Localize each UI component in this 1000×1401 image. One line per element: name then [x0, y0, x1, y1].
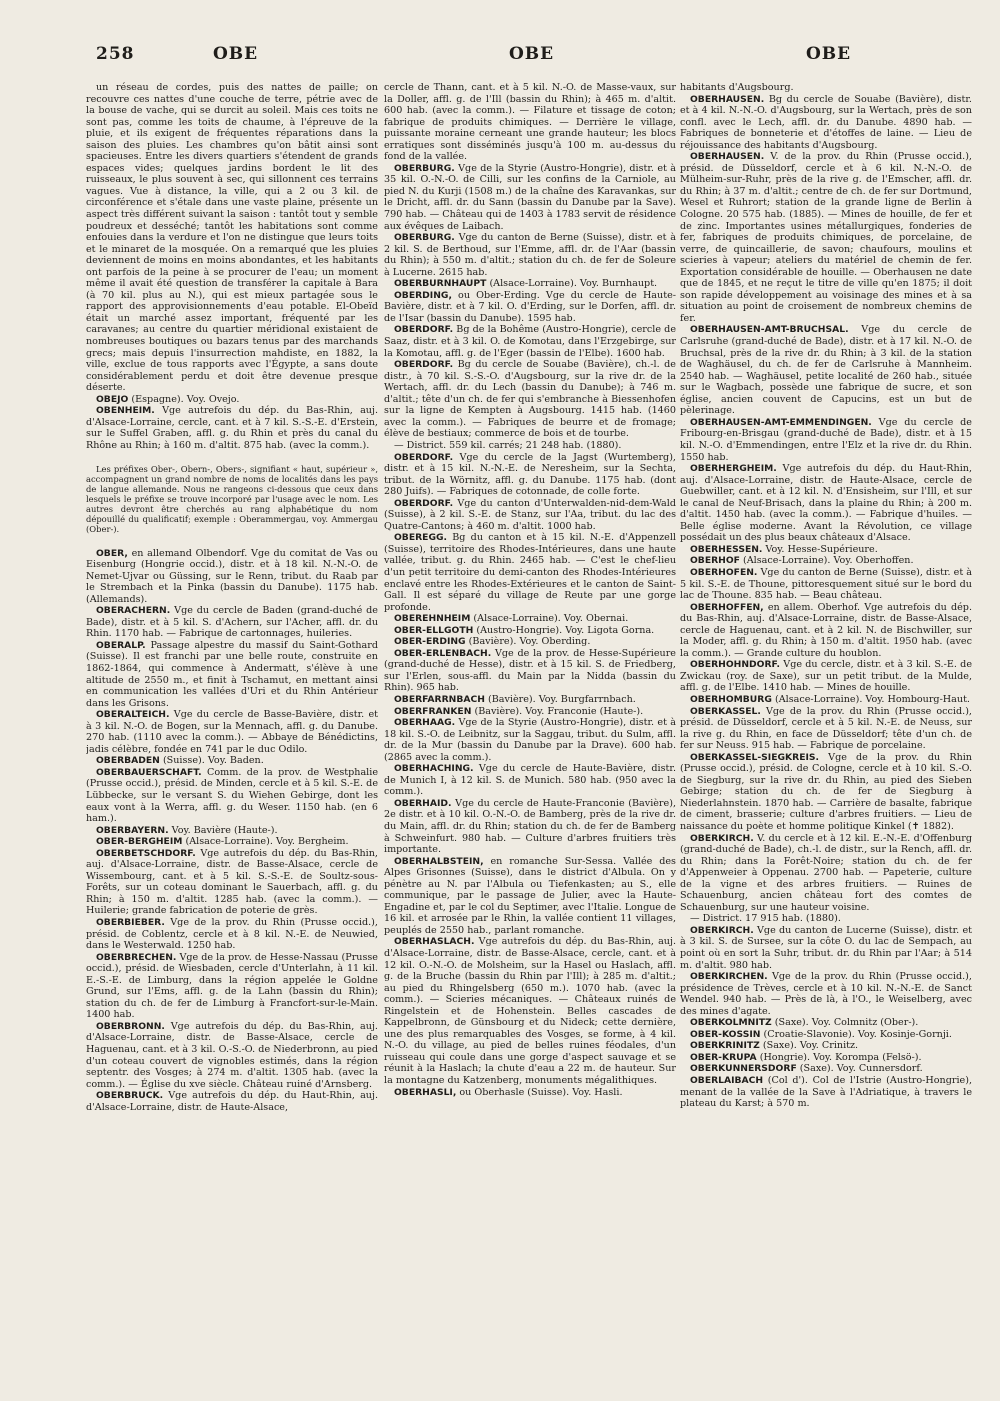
entry-text: Bg de la Bohême (Austro-Hongrie), cercle de Saaz, distr. et à 3 kil. O. de Komotau, dans l'Erzgebirge, sur la Komotau, affl. g. de l'Eger (bassin de l'Elbe). 1600 hab. [384, 324, 676, 359]
dictionary-entry [384, 936, 676, 1086]
entry-headword: OBERBRECHEN. [96, 951, 177, 963]
entry-text: (Alsace-Lorraine). Voy. Oberhoffen. [743, 555, 914, 567]
entry-text: Vge du cercle, distr. et à 3 kil. S.-E. de Zwickau (roy. de Saxe), sur un petit tribut. de la Mulde, affl. g. de l'Elbe. 1410 hab. — Mines de houille. [680, 659, 972, 694]
entry-headword: OBER-KRUPA [690, 1051, 757, 1063]
dictionary-entry [384, 278, 676, 290]
entry-headword: OBERDING, [394, 289, 452, 301]
entry-text: Bg du cercle de Souabe (Bavière), ch.-l. de distr., à 70 kil. S.-S.-O. d'Augsbourg, sur la rive dr. de la Wertach, affl. dr. du Lech (bassin du Danube); à 746 m. d'altit.; tête d'un ch. de fer qui s'embranche à Biessenhofen sur la ligne de Kempten à Augsbourg. 1415 hab. (1460 avec la comm.). — Fabriques de beurre et de fromage; élève de bestiaux; commerce de bois et de tourbe. [384, 359, 676, 440]
dictionary-entry [86, 548, 378, 606]
entry-headword: OBEJO [96, 393, 129, 405]
entry-headword: OBERHACHING. [394, 763, 474, 775]
entry-text: cercle de Thann, cant. et à 5 kil. N.-O. de Masse-vaux, sur la Doller, affl. g. de l'Ill (bassin du Rhin); à 465 m. d'altit. 600 hab. (avec la comm.). — Filature et tissage de coton; fabrique de produits chimiques. — Derrière le village, puissante moraine cerneant une grande hauteur; les blocs erratiques sont disséminés jusqu'à 100 m. au-dessus du fond de la vallée. [384, 82, 676, 163]
entry-headword: OBERHAUSEN. [690, 151, 765, 163]
dictionary-entry [384, 452, 676, 498]
dictionary-entry [680, 1017, 972, 1029]
dictionary-entry [86, 767, 378, 825]
dictionary-entry [680, 567, 972, 602]
dictionary-entry [384, 232, 676, 278]
entry-text: (Suisse). Voy. Baden. [162, 755, 264, 767]
entry-text: Voy. Hesse-Supérieure. [765, 543, 878, 555]
entry-headword: OBERHOF [690, 555, 740, 567]
dictionary-entry [86, 917, 378, 952]
entry-headword: OBERALP. [96, 639, 146, 651]
entry-headword: OBERHOMBURG [690, 693, 772, 705]
dictionary-entry [86, 755, 378, 767]
dictionary-entry [86, 1021, 378, 1090]
running-head-center: OBE [509, 44, 555, 64]
dictionary-entry [680, 1029, 972, 1041]
entry-text: Vge autrefois du dép. du Bas-Rhin, auj. d'Alsace-Lorraine, distr. de Basse-Alsace, cercle, cant. et à 12 kil. O.-N.-O. de Molsheim, sur la Hasel ou Haslach, affl. g. de la Bruche (bassin du Rhin par l'Ill); à 285 m. d'altit.; au pied du Rhingelsberg (650 m.). 1070 hab. (avec la comm.). — Scieries mécaniques. — Châteaux ruinés de Ringelstein et de Hohenstein. Belles cascades de Kappelbronn, de Günsbourg et du Nideck; cette dernière, une des plus remarquables des Vosges, se forme, à 4 kil. N.-O. du village, au pied de belles ruines féodales, d'un ruisseau qui coule dans une gorge d'aspect sauvage et se réunit à la Haslach; la chute d'eau a 22 m. de hauteur. Sur la montagne du Katzenberg, monuments mégalithiques. [384, 936, 676, 1087]
entry-text: Voy. Bavière (Haute-). [171, 824, 278, 836]
entry-headword: OBERBURNHAUPT [394, 278, 487, 290]
entry-headword: OBER-ERDING [394, 636, 466, 648]
entry-headword: OBERDORF. [394, 359, 454, 371]
dictionary-entry [384, 324, 676, 359]
entry-headword: OBER-ERLENBACH. [394, 647, 492, 659]
dictionary-entry [86, 848, 378, 917]
entry-text: Vge du cercle de Carlsruhe (grand-duché de Bade), distr. et à 17 kil. N.-O. de Bruchsal, près de la rive dr. du Rhin; à 3 kil. de la station de Waghäusel, du ch. de fer de Carlsruhe à Mannheim. 2540 hab. — Waghäusel, petite localité de 260 hab., située sur le Wagbach, possède une fabrique de sucre, et son église, ancien couvent de Capucins, est un but de pèlerinage. [680, 324, 972, 417]
entry-text: Vge de la Styrie (Austro-Hongrie), distr. et à 18 kil. S.-O. de Leibnitz, sur la Saggau, tribut. du Sulm, affl. dr. de la Mur (bassin du Danube par la Drave). 600 hab. (2865 avec la comm.). [384, 717, 676, 763]
dictionary-entry [384, 498, 676, 533]
dictionary-entry [680, 971, 972, 1017]
entry-text: Vge du canton de Lucerne (Suisse), distr. et à 3 kil. S. de Sursee, sur la côte O. du lac de Sempach, au point où en sort la Suhr, tribut. dr. du Rhin par l'Aar; à 514 m. d'altit. 980 hab. [680, 924, 972, 971]
entry-headword: OBER-BERGHEIM [96, 836, 183, 848]
entry-headword: OBERHESSEN. [690, 543, 763, 555]
entry-text: Passage alpestre du massif du Saint-Gothard (Suisse). Il est franchi par une belle route, construite en 1862-1864, qui commence à Andermatt, s'élève à une altitude de 2550 m., et finit à Tschamut, en mettant ainsi en communication les vallées d'Uri et du Rhin Antérieur dans les Grisons. [86, 639, 378, 709]
entry-headword: OBERDORF. [394, 324, 454, 336]
dictionary-entry [680, 833, 972, 914]
entry-text: Vge de la prov. du Rhin (Prusse occid.), présidence de Trèves, cercle et à 10 kil. N.-N.-E. de Sanct Wendel. 940 hab. — Près de là, à l'O., le Weiselberg, avec des mines d'agate. [680, 971, 972, 1017]
entry-text: Vge du cercle de la Jagst (Wurtemberg), distr. et à 15 kil. N.-N.-E. de Neresheim, sur la Sechta, tribut. de la Wörnitz, affl. g. du Danube. 1175 hab. (dont 280 Juifs). — Fabriques de cotonnade, de colle forte. [384, 451, 676, 498]
entry-headword: OBERKOLMNITZ [690, 1017, 772, 1029]
dictionary-entry [680, 659, 972, 694]
entry-text: Vge de la prov. du Rhin (Prusse occid.), présid. de Cologne, cercle et à 10 kil. S.-O. de Siegburg, sur la rive dr. du Rhin, au pied des Sieben Gebirge; station du ch. de fer de Siegburg à Niederlahnstein. 1870 hab. — Carrière de basalte, fabrique de ciment, brasserie; culture d'arbres fruitiers. — Lieu de naissance du poète et homme politique Kinkel (✝ 1882). [680, 751, 972, 832]
entry-text: V. de la prov. du Rhin (Prusse occid.), présid. de Düsseldorf, cercle et à 6 kil. N.-N.-O. de Mülheim-sur-Ruhr, près de la rive g. de l'Emscher, affl. dr. du Rhin; à 37 m. d'altit.; centre de ch. de fer sur Dortmund, Wesel et Ruhrort; station de la grande ligne de Berlin à Cologne. 20 575 hab. (1885). — Mines de houille, de fer et de zinc. Importantes usines métallurgiques, fonderies de fer, fabriques de produits chimiques, de porcelaine, de verre, de quincaillerie, de savon; chaufours, moulins et scieries à vapeur; ateliers du matériel de chemin de fer. Exportation considérable de houille. — Oberhausen ne date que de 1845, et ne reçut le titre de ville qu'en 1875; il doit son rapide développement au voisinage des mines et à sa situation au point de croisement de nombreux chemins de fer. [680, 151, 972, 324]
dictionary-entry [680, 555, 972, 567]
entry-headword: OBERHAAG. [394, 717, 456, 729]
entry-headword: OBERHOFEN. [690, 566, 758, 578]
entry-headword: OBERHOHNDORF. [690, 659, 780, 671]
column-right [680, 82, 972, 1382]
entry-headword: OBERKIRCH. [690, 924, 754, 936]
dictionary-entry [384, 163, 676, 232]
dictionary-entry [86, 836, 378, 848]
entry-text: (Austro-Hongrie). Voy. Ligota Gorna. [476, 624, 655, 636]
dictionary-entry [680, 706, 972, 752]
entry-headword: OBERKASSEL-SIEGKREIS. [690, 751, 820, 763]
entry-text: ou Ober-Erding. Vge du cercle de Haute-Bavière, distr. et à 7 kil. O. d'Erding, sur le Dorfen, affl. dr. de l'Isar (bassin du Danube). 1595 hab. [384, 289, 676, 324]
entry-text: (Saxe). Voy. Colmnitz (Ober-). [774, 1017, 919, 1029]
dictionary-entry [384, 706, 676, 718]
dictionary-entry [680, 1063, 972, 1075]
entry-text: — District. 559 kil. carrés; 21 248 hab. (1880). [394, 439, 622, 451]
dictionary-entry [86, 709, 378, 755]
dictionary-entry [86, 640, 378, 709]
dictionary-entry [384, 613, 676, 625]
entry-headword: OBERLAIBACH [690, 1075, 764, 1087]
prefix-note [86, 464, 378, 534]
dictionary-entry [384, 82, 676, 163]
entry-headword: OBERBIEBER. [96, 917, 165, 928]
entry-headword: OBEREHNHEIM [394, 613, 471, 625]
entry-headword: OBERBADEN [96, 755, 160, 767]
entry-headword: OBERHERGHEIM. [690, 463, 777, 475]
entry-text: (Alsace-Lorraine). Voy. Obernai. [473, 613, 629, 625]
entry-text: (Saxe). Voy. Crinitz. [762, 1040, 859, 1052]
entry-headword: OBERALTEICH. [96, 709, 170, 721]
dictionary-entry [680, 324, 972, 416]
entry-headword: OBERDORF. [394, 451, 454, 463]
entry-text: Vge de la prov. du Rhin (Prusse occid.), présid. de Düsseldorf, cercle et à 5 kil. N.-E. de Neuss, sur la rive g. du Rhin, en face de Düsseldorf; tête d'un ch. de fer sur Neuss. 915 hab. — Fabrique de porcelaine. [680, 705, 972, 752]
dictionary-entry [384, 440, 676, 452]
dictionary-entry [384, 1087, 676, 1099]
dictionary-entry [86, 405, 378, 451]
dictionary-entry [86, 394, 378, 406]
entry-text: Vge du cercle de Fribourg-en-Brisgau (grand-duché de Bade), distr. et à 15 kil. N.-O. d'Emmendingen, entre l'Elz et la rive dr. du Rhin. 1550 hab. [680, 416, 972, 463]
entry-headword: OBER-ELLGOTH [394, 624, 474, 636]
entry-text: en allem. Oberhof. Vge autrefois du dép. du Bas-Rhin, auj. d'Alsace-Lorraine, distr. de Basse-Alsace, cercle de Haguenau, cant. et à 2 kil. N. de Bischwiller, sur la Moder, affl. g. du Rhin; à 150 m. d'altit. 1950 hab. (avec la comm.). — Grande culture du houblon. [680, 601, 972, 659]
column-middle [384, 82, 676, 1382]
entry-text: Vge du canton d'Unterwalden-nid-dem-Wald (Suisse), à 2 kil. S.-E. de Stanz, sur l'Aa, tribut. du lac des Quatre-Cantons; à 460 m. d'altit. 1000 hab. [384, 497, 676, 532]
entry-text: Vge autrefois du dép. du Haut-Rhin, auj. d'Alsace-Lorraine, distr. de Haute-Alsace, [86, 1090, 378, 1113]
entry-text: Vge du canton de Berne (Suisse), distr. et à 5 kil. S.-E. de Thoune, pittoresquement situé sur le bord du lac de Thoune. 835 hab. — Beau château. [680, 566, 972, 602]
entry-headword: OBERKASSEL. [690, 705, 761, 717]
entry-text: (Alsace-Lorraine). Voy. Hombourg-Haut. [774, 693, 970, 705]
dictionary-entry [680, 602, 972, 660]
dictionary-entry [680, 694, 972, 706]
dictionary-entry [680, 913, 972, 925]
dictionary-entry [384, 625, 676, 637]
dictionary-entry [384, 648, 676, 694]
dictionary-entry [384, 763, 676, 798]
entry-headword: OBERFRANKEN [394, 705, 472, 717]
entry-text: (Bavière). Voy. Franconie (Haute-). [474, 705, 644, 717]
entry-text: habitants d'Augsbourg. [680, 82, 794, 93]
dictionary-entry [86, 825, 378, 837]
entry-headword: OBERBRUCK. [96, 1090, 164, 1102]
entry-text: V. du cercle et à 12 kil. E.-N.-E. d'Offenburg (grand-duché de Bade), ch.-l. de distr., sur la Rench, affl. dr. du Rhin; dans la Forêt-Noire; station du ch. de fer d'Appenweier à Oppenau. 2700 hab. — Papeterie, culture de la vigne et des arbres fruitiers. — Ruines de Schauenburg, ancien château fort des comtes de Schauenburg, sur une hauteur voisine. [680, 832, 972, 913]
dictionary-entry [86, 605, 378, 640]
entry-headword: OBEREGG. [394, 532, 448, 544]
entry-headword: OBERBURG. [394, 232, 455, 244]
dictionary-entry [680, 463, 972, 544]
entry-text: Vge de la prov. de Hesse-Nassau (Prusse occid.), présid. de Wiesbaden, cercle d'Unterlahn, à 11 kil. E.-S.-E. de Limburg, dans la région appelée le Goldne Grund, sur l'Ems, affl. g. de la Lahn (bassin du Rhin); station du ch. de fer de Limburg à Francfort-sur-le-Main. 1400 hab. [86, 951, 378, 1021]
entry-text: (Croatie-Slavonie). Voy. Kosinje-Gornji. [763, 1028, 952, 1040]
entry-headword: OBERHOFFEN, [690, 601, 764, 613]
dictionary-entry [86, 82, 378, 394]
entry-headword: OBERKUNNERSDORF [690, 1063, 797, 1075]
dictionary-entry [86, 952, 378, 1021]
column-left [86, 82, 378, 1382]
entry-text: en romanche Sur-Sessa. Vallée des Alpes Grisonnes (Suisse), dans le district d'Albula. On y pénètre au N. par l'Albula ou Tiefenkasten; au S., elle communique, par le passage de Julier, avec la Haute-Engadine et, par le col du Septimer, avec l'Italie. Longue de 16 kil. et arrosée par le Rhin, la vallée contient 11 villages, peuplés de 2550 hab., parlant romanche. [384, 855, 676, 936]
entry-text: — District. 17 915 hab. (1880). [690, 913, 841, 925]
entry-text: un réseau de cordes, puis des nattes de paille; on recouvre ces nattes d'une couche de terre, pétrie avec de la bouse de vache, qui se durcit au soleil. Mais ces toits ne sont pas, comme les toits de chaume, à l'épreuve de la pluie, et ils exigent de fréquentes réparations dans la saison des pluies. Les chambres qu'on bâtit ainsi sont spacieuses. Entre les divers quartiers s'étendent de grands espaces vides; quelques jardins bordent le lit des ruisseaux, le plus souvent à sec, qui sillonnent ces terrains vagues. Vue à distance, la ville, qui a 2 ou 3 kil. de circonférence et s'étale dans une vaste plaine, présente un aspect très différent suivant la saison : tantôt tout y semble poudreux et desséché; tantôt les habitations sont comme enfouies dans la verdure et l'on ne distingue que leurs toits et le minaret de la mosquée. On a remarqué que les pluies deviennent de moins en moins abondantes, et les habitants ont parfois de la peine à se procurer de l'eau; un moment même il avait été question de transférer la capitale à Bara (à 70 kil. plus au N.), qui est mieux partagée sous le rapport des approvisionnements d'eau potable. El-Obeïd était un marché assez important, fréquenté par les caravanes; au centre du quartier méridional existaient de nombreuses boutiques ou bazars tenus par des marchands grecs; mais depuis l'insurrection mahdiste, en 1882, la ville, exclue de tous rapports avec l'Égypte, a sans doute considérablement perdu et doit être devenue presque déserte. [86, 82, 378, 394]
entry-text: Bg du cercle de Souabe (Bavière), distr. et à 4 kil. N.-N.-O. d'Augsbourg, sur la Wertach, près de son confl. avec le Lech, affl. dr. du Danube. 4890 hab. — Fabriques de bonneterie et d'étoffes de laine. — Lieu de réjouissance des habitants d'Augsbourg. [680, 93, 972, 151]
dictionary-entry [384, 856, 676, 937]
dictionary-entry [384, 694, 676, 706]
dictionary-entry [680, 94, 972, 152]
dictionary-entry [680, 1052, 972, 1064]
entry-text: Vge du cercle de Haute-Bavière, distr. de Munich I, à 12 kil. S. de Munich. 580 hab. (950 avec la comm.). [384, 763, 676, 798]
dictionary-entry [384, 290, 676, 325]
entry-text: ou Oberhasle (Suisse). Voy. Hasli. [459, 1086, 623, 1098]
entry-text: (Bavière). Voy. Oberding. [468, 636, 591, 648]
entry-text: Les préfixes Ober-, Obern-, Obers-, signifiant « haut, supérieur », accompagnent un grand nombre de noms de localités dans les pays de langue allemande. Nous ne rangeons ci-dessous que ceux dans lesquels le préfixe se trouve incorporé par l'usage avec le nom. Les autres devront être cherchés au rang alphabétique du nom dépouillé du qualificatif; exemple : Oberammergau, voy. Ammergau (Ober-). [86, 463, 378, 534]
dictionary-entry [680, 544, 972, 556]
entry-text: Bg du canton et à 15 kil. N.-E. d'Appenzell (Suisse), territoire des Rhodes-Intérieures, dans une haute vallée, tribut. g. du Rhin. 2465 hab. — C'est le chef-lieu d'un petit territoire du demi-canton des Rhodes-Intérieures enclavé entre les Rhodes-Extérieures et le canton de Saint-Gall. Il est séparé du village de Reute par une gorge profonde. [384, 532, 676, 613]
entry-headword: OBERHASLACH. [394, 936, 475, 948]
dictionary-entry [384, 798, 676, 856]
entry-headword: OBERBAYERN. [96, 824, 169, 836]
entry-headword: OBERBURG. [394, 162, 455, 174]
dictionary-entry [680, 1040, 972, 1052]
entry-headword: OBERDORF. [394, 497, 454, 509]
entry-headword: OBERBETSCHDORF. [96, 847, 196, 859]
dictionary-entry [384, 532, 676, 613]
dictionary-entry [680, 82, 972, 94]
entry-headword: OBERHASLI, [394, 1086, 457, 1098]
entry-headword: OBER-KOSSIN [690, 1028, 761, 1040]
entry-text: Vge du canton de Berne (Suisse), distr. et à 2 kil. S. de Berthoud, sur l'Emme, affl. dr. de l'Aar (bassin du Rhin); à 550 m. d'altit.; station du ch. de fer de Soleure à Lucerne. 2615 hab. [384, 232, 676, 278]
dictionary-entry [680, 752, 972, 833]
entry-text: Vge autrefois du dép. du Bas-Rhin, auj. d'Alsace-Lorraine, distr. de Basse-Alsace, cercle de Wissembourg, cant. et à 5 kil. S.-S.-E. de Soultz-sous-Forêts, sur un coteau dominant le Sauerbach, affl. g. du Rhin; à 150 m. d'altit. 1285 hab. (avec la comm.). — Huilerie; grande fabrication de poterie de grès. [86, 847, 378, 917]
entry-text: Vge autrefois du dép. du Haut-Rhin, auj. d'Alsace-Lorraine, distr. de Haute-Alsace, cercle de Guebwiller, cant. et à 12 kil. N. d'Ensisheim, sur l'Ill, et sur le canal de Neuf-Brisach, dans la plaine du Rhin; à 200 m. d'altit. 1450 hab. (avec la comm.). — Fabrique d'huiles. — Belle église moderne. Avant la Révolution, ce village possédait un des plus beaux châteaux d'Alsace. [680, 463, 972, 544]
entry-text: (Hongrie). Voy. Korompa (Felsö-). [759, 1051, 922, 1063]
dictionary-entry [384, 636, 676, 648]
dictionary-entry [384, 717, 676, 763]
running-head-left: OBE [213, 44, 259, 64]
entry-headword: OBERFARRNBACH [394, 693, 485, 705]
entry-text: (Col d'). Col de l'Istrie (Austro-Hongrie), menant de la vallée de la Save à l'Adriatique, à travers le plateau du Karst; à 570 m. [680, 1075, 972, 1110]
entry-text: (Alsace-Lorraine). Voy. Bergheim. [185, 836, 349, 848]
entry-text: Vge de la prov. de Hesse-Supérieure (grand-duché de Hesse), distr. et à 15 kil. S. de Friedberg, sur l'Erlen, sous-affl. du Main par la Nidda (bassin du Rhin). 965 hab. [384, 647, 676, 694]
entry-text: Vge autrefois du dép. du Bas-Rhin, auj. d'Alsace-Lorraine, distr. de Basse-Alsace, cercle de Haguenau, cant. et à 3 kil. O.-S.-O. de Niederbronn, au pied d'un coteau couvert de vignobles estimés, dans la région septentr. des Vosges; à 274 m. d'altit. 1305 hab. (avec la comm.). — Église du xve siècle. Château ruiné d'Arnsberg. [86, 1020, 378, 1090]
entry-text: Vge du cercle de Haute-Franconie (Bavière), 2e distr. et à 10 kil. O.-N.-O. de Bamberg, près de la rive dr. du Main, affl. dr. du Rhin; station du ch. de fer de Bamberg à Schweinfurt. 980 hab. — Culture d'arbres fruitiers très importante. [384, 797, 676, 856]
entry-headword: OBERHALBSTEIN, [394, 855, 484, 867]
entry-text: Comm. de la prov. de Westphalie (Prusse occid.), présid. de Minden, cercle et à 5 kil. S.-E. de Lübbecke, sur le versant S. du Wiehen Gebirge, dont les eaux vont à la Werra, affl. g. du Weser. 1150 hab. (en 6 ham.). [86, 766, 378, 825]
running-head-right: OBE [806, 44, 852, 64]
entry-headword: OBENHEIM. [96, 405, 155, 417]
entry-headword: OBERBAUERSCHAFT. [96, 766, 202, 778]
entry-headword: OBERKIRCH. [690, 832, 754, 844]
entry-text: Vge du cercle de Basse-Bavière, distr. et à 3 kil. N.-O. de Bogen, sur la Mennach, affl. g. du Danube. 270 hab. (1110 avec la comm.). — Abbaye de Bénédictins, jadis célèbre, fondée en 741 par le duc Odilo. [86, 709, 378, 755]
entry-headword: OBERBRONN. [96, 1020, 165, 1032]
entry-text: (Saxe). Voy. Cunnersdorf. [799, 1063, 923, 1075]
entry-text: Vge de la prov. du Rhin (Prusse occid.), présid. de Coblentz, cercle et à 8 kil. N.-E. de Neuwied, dans le Westerwald. 1250 hab. [86, 917, 378, 952]
entry-text: en allemand Olbendorf. Vge du comitat de Vas ou Eisenburg (Hongrie occid.), distr. et à 18 kil. N.-N.-O. de Nemet-Ujvar ou Güssing, sur le Renn, tribut. du Raab par le Strembach et la Pinka (bassin du Danube). 1175 hab. (Allemands). [86, 547, 378, 605]
dictionary-entry [86, 1090, 378, 1113]
entry-text: (Alsace-Lorraine). Voy. Burnhaupt. [489, 278, 658, 290]
entry-headword: OBERHAUSEN-AMT-EMMENDINGEN. [690, 416, 872, 428]
entry-text: (Espagne). Voy. Ovejo. [131, 393, 240, 405]
entry-headword: OBERHAID. [394, 797, 452, 809]
entry-text: (Bavière). Voy. Burgfarrnbach. [487, 693, 636, 705]
page-number: 258 [96, 44, 135, 64]
dictionary-entry [680, 1075, 972, 1110]
entry-text: Vge du cercle de Baden (grand-duché de Bade), distr. et à 5 kil. S. d'Achern, sur l'Acher, affl. dr. du Rhin. 1170 hab. — Fabrique de cartonnages, huileries. [86, 605, 378, 640]
entry-text: Vge de la Styrie (Austro-Hongrie), distr. et à 35 kil. O.-N.-O. de Cilli, sur les confins de la Carniole, au pied N. du Kurji (1508 m.) de la chaîne des Karavankas, sur le Dricht, affl. dr. du Sann (bassin du Danube par la Save). 790 hab. — Château qui de 1403 à 1783 servit de résidence aux évêques de Laibach. [384, 162, 676, 232]
entry-headword: OBERHAUSEN. [690, 93, 765, 105]
entry-headword: OBERKIRCHEN. [690, 971, 768, 983]
entry-headword: OBERKRINITZ [690, 1040, 760, 1052]
entry-headword: OBER, [96, 547, 128, 559]
dictionary-entry [680, 151, 972, 324]
dictionary-entry [680, 417, 972, 463]
dictionary-entry [680, 925, 972, 971]
entry-headword: OBERHAUSEN-AMT-BRUCHSAL. [690, 324, 849, 336]
entry-headword: OBERACHERN. [96, 605, 171, 617]
entry-text: Vge autrefois du dép. du Bas-Rhin, auj. d'Alsace-Lorraine, cercle, cant. et à 7 kil. S.-S.-E. d'Erstein, sur le Suffel Graben, affl. g. du Rhin et près du canal du Rhône au Rhin; à 160 m. d'altit. 875 hab. (avec la comm.). [86, 405, 378, 451]
dictionary-entry [384, 359, 676, 440]
